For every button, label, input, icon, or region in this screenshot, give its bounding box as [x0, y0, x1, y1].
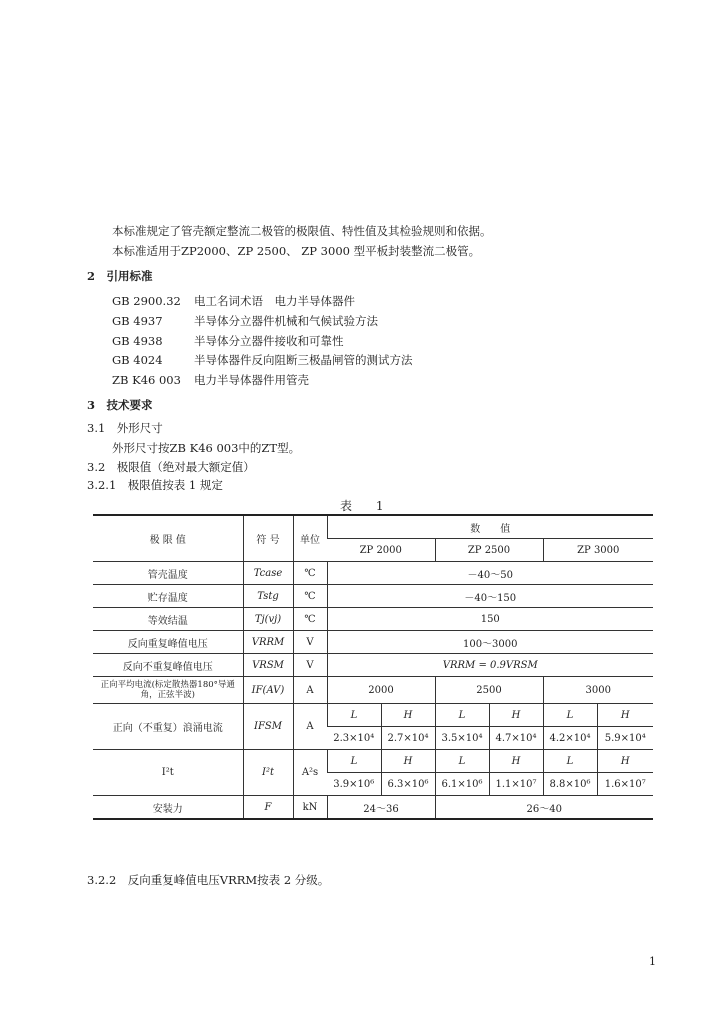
- row-value: 2.3×10⁴: [327, 727, 381, 750]
- section-3-1-text: 外形尺寸按ZB K46 003中的ZT型。: [112, 441, 301, 455]
- header-symbol: 符 号: [243, 515, 293, 562]
- lh-label: H: [489, 750, 543, 773]
- lh-label: L: [543, 704, 597, 727]
- section-3-heading: 3 技术要求: [87, 398, 153, 412]
- row-unit: V: [293, 654, 327, 677]
- table-row: [93, 562, 653, 585]
- row-symbol: Tj(vj): [243, 608, 293, 631]
- lh-label: L: [435, 750, 489, 773]
- lh-label: H: [381, 750, 435, 773]
- table-title: 表 1: [340, 499, 394, 513]
- header-unit: 单位: [293, 515, 327, 562]
- lh-label: H: [597, 750, 653, 773]
- row-value: 2000: [327, 677, 435, 704]
- header-model: ZP 2500: [435, 539, 543, 562]
- row-value: 4.7×10⁴: [489, 727, 543, 750]
- row-value: VRRM = 0.9VRSM: [327, 654, 653, 677]
- table-row: [93, 631, 653, 654]
- row-value: 2.7×10⁴: [381, 727, 435, 750]
- reference-title: 电力半导体器件用管壳: [194, 373, 309, 387]
- row-unit: ℃: [293, 562, 327, 585]
- row-label: 安装力: [93, 796, 243, 820]
- reference-title: 半导体分立器件机械和气候试验方法: [194, 314, 378, 328]
- row-value: 150: [327, 608, 653, 631]
- table-row: [93, 654, 653, 677]
- row-symbol: IFSM: [243, 704, 293, 750]
- row-unit: ℃: [293, 585, 327, 608]
- reference-code: ZB K46 003: [112, 373, 181, 387]
- lh-label: L: [327, 704, 381, 727]
- header-model: ZP 2000: [327, 539, 435, 562]
- section-3-1-heading: 3.1 外形尺寸: [87, 421, 163, 435]
- table-row: [93, 750, 653, 773]
- row-label: 贮存温度: [93, 585, 243, 608]
- row-unit: ℃: [293, 608, 327, 631]
- row-value: 3.9×10⁶: [327, 773, 381, 796]
- row-value: 100～3000: [327, 631, 653, 654]
- intro-scope-text: 本标准规定了管壳额定整流二极管的极限值、特性值及其检验规则和依据。: [112, 224, 492, 238]
- row-unit: kN: [293, 796, 327, 820]
- row-label: 正向平均电流(标定散热器180°导通角，正弦半波): [93, 677, 243, 704]
- table-row: [93, 608, 653, 631]
- table-row: [93, 677, 653, 704]
- row-unit: V: [293, 631, 327, 654]
- table-row: [93, 585, 653, 608]
- row-value: 26～40: [435, 796, 653, 820]
- reference-item: [112, 293, 355, 309]
- row-label: 反向重复峰值电压: [93, 631, 243, 654]
- row-value: －40～50: [327, 562, 653, 585]
- reference-title: 电工名词术语 电力半导体器件: [194, 294, 355, 308]
- table-row: [93, 704, 653, 727]
- limit-values-table: [93, 514, 653, 820]
- table-row: [93, 796, 653, 820]
- row-label: 正向（不重复）浪涌电流: [93, 704, 243, 750]
- intro-applicability-text: 本标准适用于ZP2000、ZP 2500、 ZP 3000 型平板封装整流二极管。: [112, 244, 481, 258]
- reference-item: [112, 352, 413, 368]
- row-unit: A: [293, 704, 327, 750]
- header-value: 数 值: [327, 515, 653, 539]
- section-3-2-heading: 3.2 极限值（绝对最大额定值）: [87, 460, 255, 474]
- row-label: 反向不重复峰值电压: [93, 654, 243, 677]
- row-value: 8.8×10⁶: [543, 773, 597, 796]
- row-symbol: F: [243, 796, 293, 820]
- reference-code: GB 4938: [112, 334, 163, 348]
- row-symbol: IF(AV): [243, 677, 293, 704]
- section-2-heading: 2 引用标准: [87, 269, 153, 283]
- reference-item: [112, 313, 378, 329]
- lh-label: L: [327, 750, 381, 773]
- lh-label: L: [543, 750, 597, 773]
- header-model: ZP 3000: [543, 539, 653, 562]
- reference-title: 半导体分立器件接收和可靠性: [194, 334, 344, 348]
- row-value: 6.1×10⁶: [435, 773, 489, 796]
- row-symbol: VRRM: [243, 631, 293, 654]
- row-label: 管壳温度: [93, 562, 243, 585]
- reference-code: GB 2900.32: [112, 294, 181, 308]
- row-unit: A: [293, 677, 327, 704]
- row-value: 1.1×10⁷: [489, 773, 543, 796]
- header-param: 极 限 值: [93, 515, 243, 562]
- reference-code: GB 4937: [112, 314, 163, 328]
- row-value: 1.6×10⁷: [597, 773, 653, 796]
- row-symbol: Tcase: [243, 562, 293, 585]
- reference-item: [112, 372, 309, 388]
- reference-item: [112, 333, 344, 349]
- lh-label: H: [597, 704, 653, 727]
- row-value: 4.2×10⁴: [543, 727, 597, 750]
- section-3-2-1-text: 3.2.1 极限值按表 1 规定: [87, 478, 223, 492]
- row-value: 6.3×10⁶: [381, 773, 435, 796]
- row-symbol: VRSM: [243, 654, 293, 677]
- lh-label: H: [489, 704, 543, 727]
- row-symbol: I²t: [243, 750, 293, 796]
- row-value: 3.5×10⁴: [435, 727, 489, 750]
- reference-code: GB 4024: [112, 353, 163, 367]
- row-value: 2500: [435, 677, 543, 704]
- row-label: I²t: [93, 750, 243, 796]
- row-value: 24～36: [327, 796, 435, 820]
- page-number: 1: [649, 955, 656, 968]
- row-value: －40～150: [327, 585, 653, 608]
- row-symbol: Tstg: [243, 585, 293, 608]
- lh-label: L: [435, 704, 489, 727]
- reference-title: 半导体器件反向阻断三极晶闸管的测试方法: [194, 353, 413, 367]
- row-value: 3000: [543, 677, 653, 704]
- lh-label: H: [381, 704, 435, 727]
- row-value: 5.9×10⁴: [597, 727, 653, 750]
- section-3-2-2-text: 3.2.2 反向重复峰值电压VRRM按表 2 分级。: [87, 873, 330, 887]
- row-unit: A²s: [293, 750, 327, 796]
- row-label: 等效结温: [93, 608, 243, 631]
